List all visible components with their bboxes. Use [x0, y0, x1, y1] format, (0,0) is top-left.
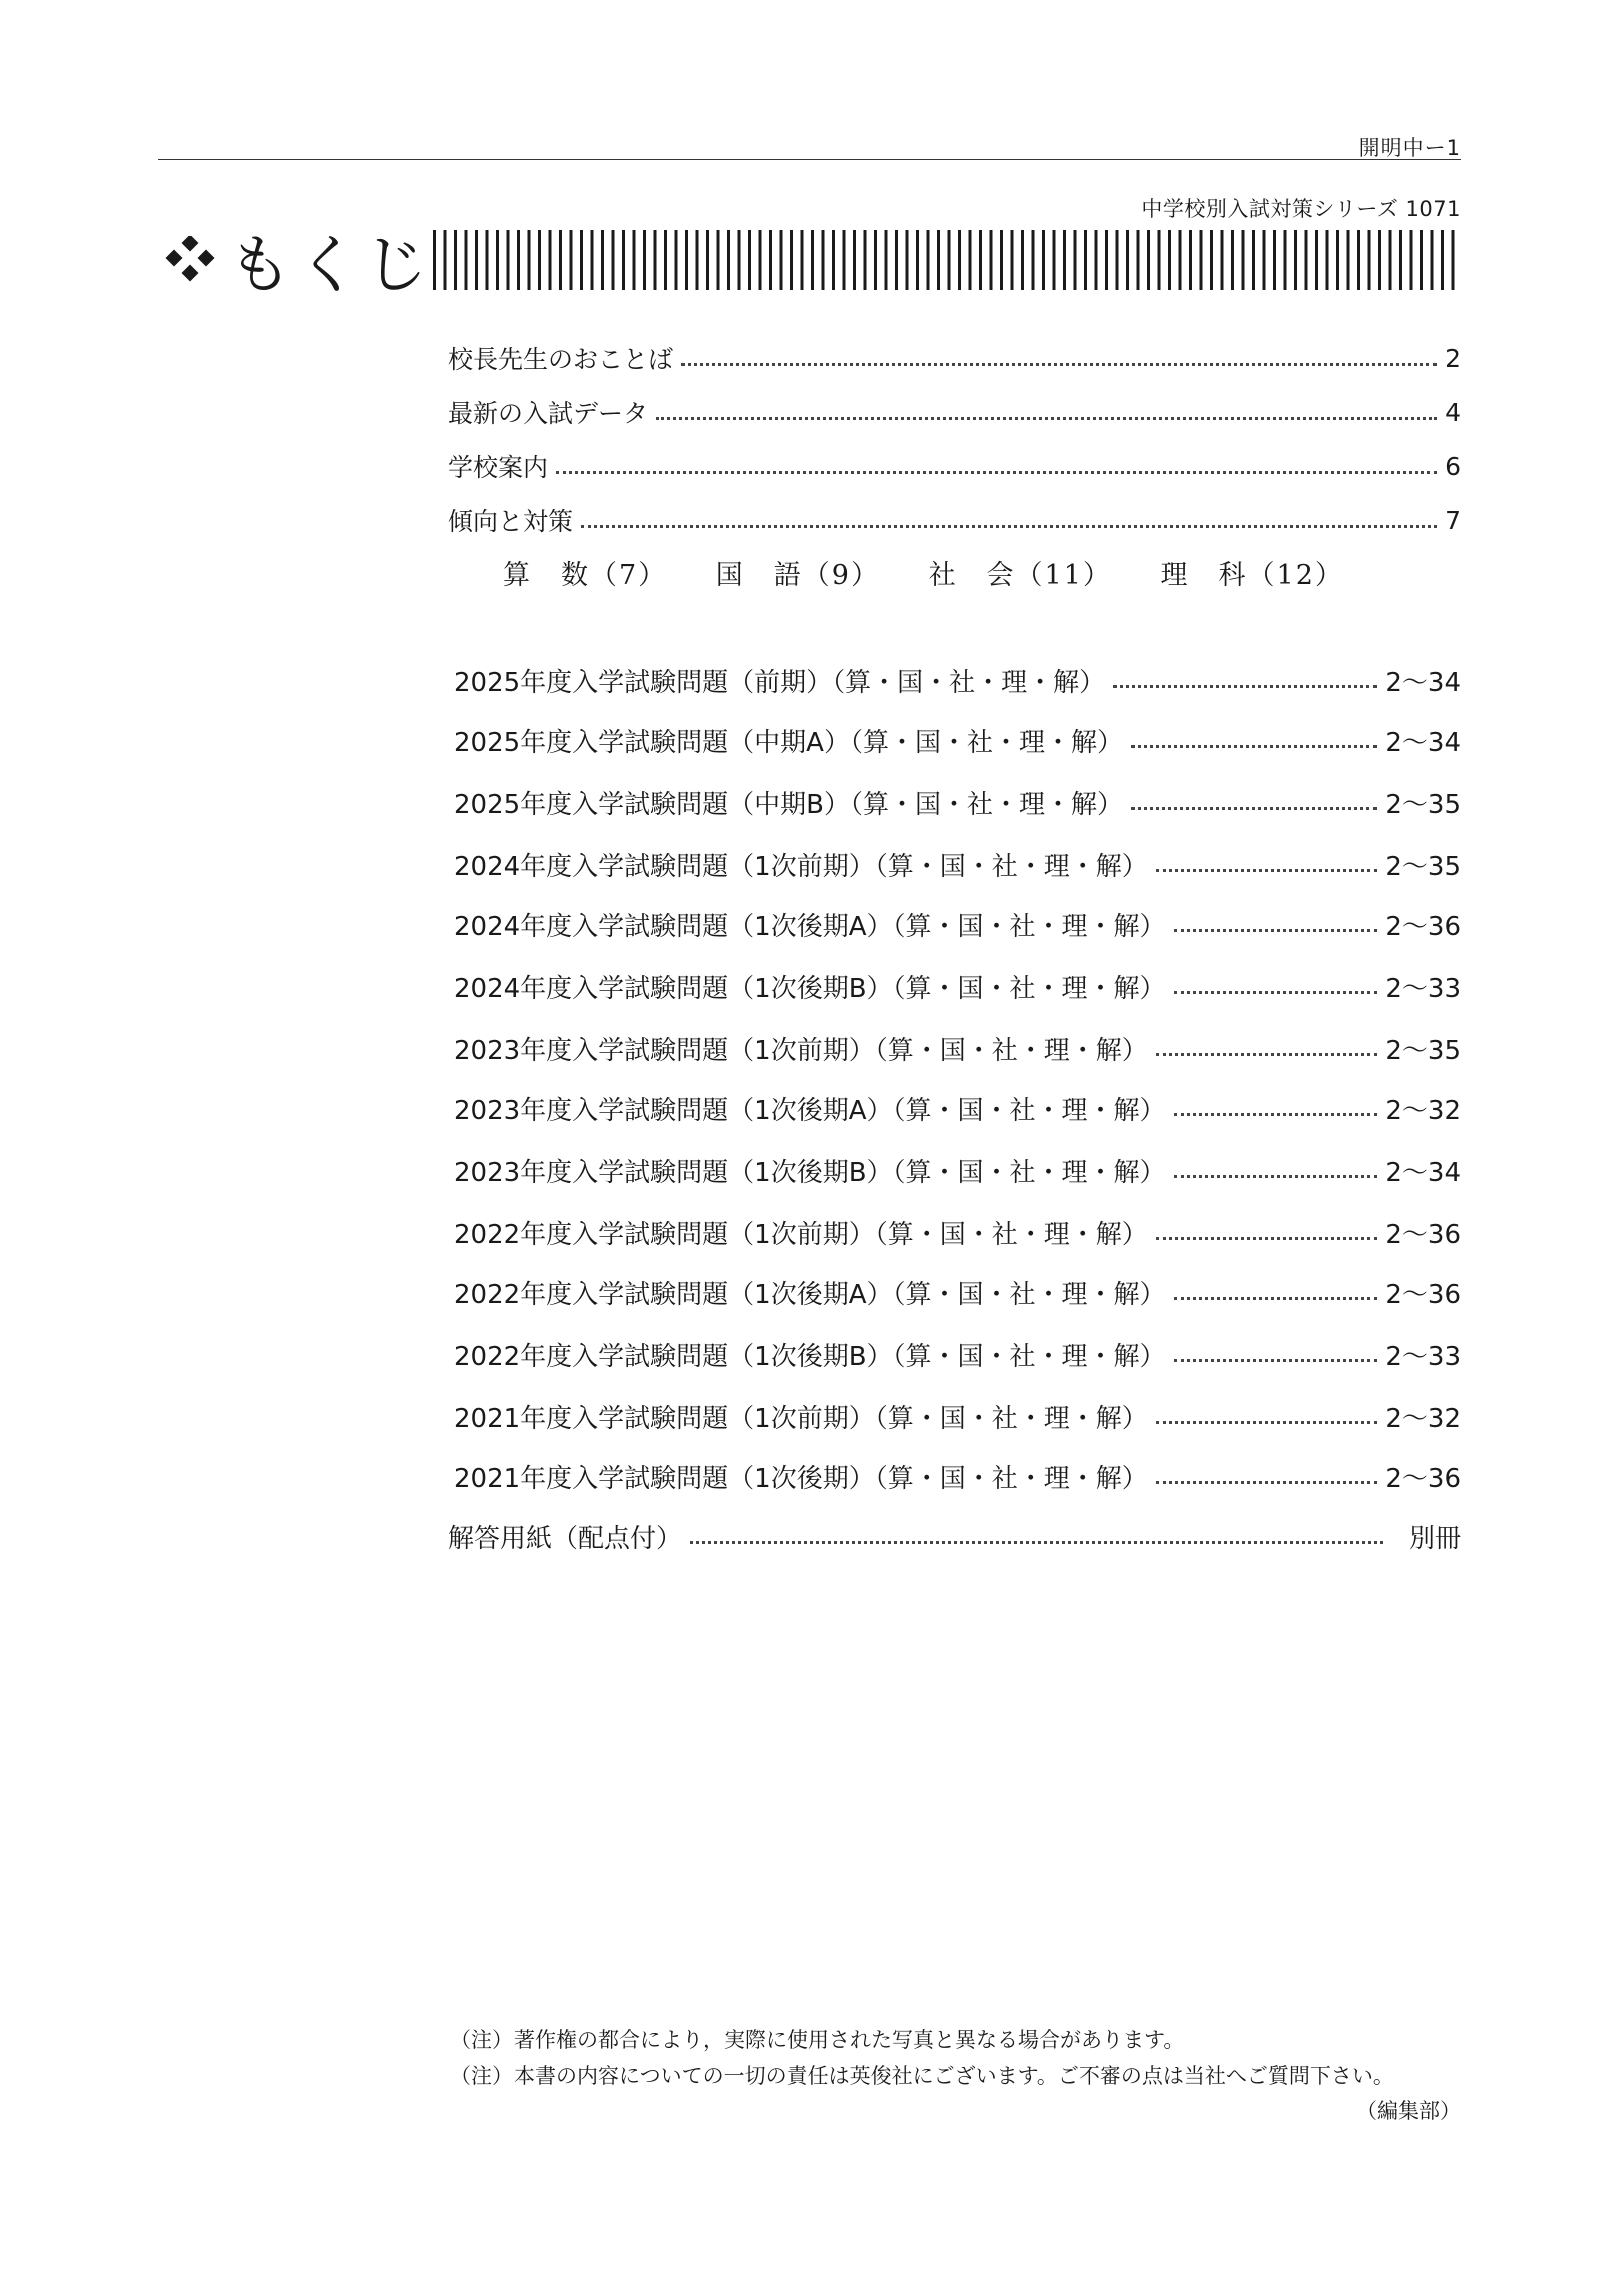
- exam-label: 2024年度入学試験問題（1次後期B）（算・国・社・理・解）: [454, 973, 1166, 1004]
- answer-sheet-page: 別冊: [1408, 1523, 1461, 1554]
- dot-leader: [1174, 1113, 1378, 1116]
- subject-social[interactable]: 社 会（11）: [928, 560, 1112, 591]
- dot-leader: [1156, 1481, 1378, 1484]
- subject-japanese[interactable]: 国 語（9）: [715, 560, 880, 591]
- toc-item-page: 7: [1445, 505, 1461, 535]
- toc-item-label: 最新の入試データ: [448, 399, 649, 428]
- exam-row[interactable]: [448, 1088, 1461, 1128]
- exam-label: 2021年度入学試験問題（1次前期）（算・国・社・理・解）: [454, 1403, 1148, 1434]
- dot-leader: [1174, 1175, 1378, 1178]
- answer-sheet-row[interactable]: [448, 1516, 1461, 1556]
- four-diamond-ornament-icon: [158, 236, 222, 282]
- exam-pages: 2〜33: [1385, 1341, 1461, 1372]
- page-id: 開明中ー1: [1358, 136, 1461, 160]
- exam-pages: 2〜34: [1385, 727, 1461, 758]
- exam-label: 2024年度入学試験問題（1次前期）（算・国・社・理・解）: [454, 851, 1148, 882]
- toc-item[interactable]: [448, 500, 1461, 540]
- exam-label: 2025年度入学試験問題（中期B）（算・国・社・理・解）: [454, 789, 1124, 820]
- exam-pages: 2〜34: [1385, 667, 1461, 698]
- title-row: [158, 210, 1461, 303]
- exam-row[interactable]: [448, 1396, 1461, 1436]
- exam-pages: 2〜34: [1385, 1157, 1461, 1188]
- exam-row[interactable]: [448, 782, 1461, 822]
- dot-leader: [681, 363, 1437, 366]
- header-rule: [158, 159, 1461, 160]
- toc-item-page: 4: [1445, 397, 1461, 427]
- dot-leader: [690, 1541, 1383, 1544]
- note-line: [450, 2021, 1461, 2057]
- dot-leader: [1174, 1297, 1378, 1300]
- note-line: [450, 2057, 1461, 2093]
- toc-item[interactable]: [448, 392, 1461, 432]
- dot-leader: [556, 471, 1437, 474]
- dot-leader: [1174, 991, 1378, 994]
- answer-sheet-label: 解答用紙（配点付）: [448, 1523, 683, 1554]
- notes: [450, 2021, 1461, 2129]
- toc-item-page: 6: [1445, 451, 1461, 481]
- page-title: もくじ: [228, 229, 432, 303]
- dot-leader: [1131, 745, 1377, 748]
- exam-row[interactable]: [448, 1212, 1461, 1252]
- toc-item-label: 傾向と対策: [448, 507, 574, 536]
- toc-item[interactable]: [448, 446, 1461, 486]
- exam-row[interactable]: [448, 1334, 1461, 1374]
- note-tag: （注）: [450, 2064, 513, 2088]
- exam-label: 2022年度入学試験問題（1次後期A）（算・国・社・理・解）: [454, 1279, 1166, 1310]
- subject-list: [503, 553, 1382, 592]
- exam-pages: 2〜35: [1385, 851, 1461, 882]
- exam-row[interactable]: [448, 1150, 1461, 1190]
- exam-label: 2025年度入学試験問題（中期A）（算・国・社・理・解）: [454, 727, 1123, 758]
- dot-leader: [1113, 685, 1377, 688]
- exam-pages: 2〜36: [1385, 1279, 1461, 1310]
- exam-pages: 2〜36: [1385, 1219, 1461, 1250]
- note-tag: （注）: [450, 2028, 513, 2052]
- dot-leader: [581, 525, 1437, 528]
- exam-row[interactable]: [448, 1456, 1461, 1496]
- exam-pages: 2〜36: [1385, 911, 1461, 942]
- exam-pages: 2〜36: [1385, 1463, 1461, 1494]
- exam-pages: 2〜32: [1385, 1095, 1461, 1126]
- exam-label: 2022年度入学試験問題（1次後期B）（算・国・社・理・解）: [454, 1341, 1166, 1372]
- exam-row[interactable]: [448, 1028, 1461, 1068]
- dot-leader: [1174, 1359, 1378, 1362]
- dot-leader: [1156, 1421, 1378, 1424]
- dot-leader: [656, 417, 1437, 420]
- exam-row[interactable]: [448, 1272, 1461, 1312]
- exam-label: 2023年度入学試験問題（1次後期A）（算・国・社・理・解）: [454, 1095, 1166, 1126]
- subject-math[interactable]: 算 数（7）: [503, 560, 668, 591]
- exam-row[interactable]: [448, 904, 1461, 944]
- exam-label: 2023年度入学試験問題（1次後期B）（算・国・社・理・解）: [454, 1157, 1166, 1188]
- exam-label: 2021年度入学試験問題（1次後期）（算・国・社・理・解）: [454, 1463, 1148, 1494]
- dot-leader: [1131, 807, 1377, 810]
- exam-pages: 2〜32: [1385, 1403, 1461, 1434]
- exam-label: 2025年度入学試験問題（前期）（算・国・社・理・解）: [454, 667, 1106, 698]
- toc-item-label: 学校案内: [448, 453, 549, 482]
- exam-row[interactable]: [448, 844, 1461, 884]
- dot-leader: [1156, 869, 1378, 872]
- toc-item-label: 校長先生のおことば: [448, 345, 674, 374]
- exam-label: 2022年度入学試験問題（1次前期）（算・国・社・理・解）: [454, 1219, 1148, 1250]
- exam-pages: 2〜35: [1385, 1035, 1461, 1066]
- exam-label: 2024年度入学試験問題（1次後期A）（算・国・社・理・解）: [454, 911, 1166, 942]
- exam-row[interactable]: [448, 966, 1461, 1006]
- toc-item[interactable]: [448, 338, 1461, 378]
- exam-row[interactable]: [448, 720, 1461, 760]
- exam-row[interactable]: [448, 660, 1461, 700]
- editor-credit: （編集部）: [1356, 2099, 1461, 2123]
- note-text: 著作権の都合により，実際に使用された写真と異なる場合があります。: [514, 2028, 1185, 2052]
- note-text: 本書の内容についての一切の責任は英俊社にございます。ご不審の点は当社へご質問下さい。: [514, 2064, 1394, 2088]
- exam-label: 2023年度入学試験問題（1次前期）（算・国・社・理・解）: [454, 1035, 1148, 1066]
- dot-leader: [1174, 929, 1378, 932]
- exam-pages: 2〜33: [1385, 973, 1461, 1004]
- exam-pages: 2〜35: [1385, 789, 1461, 820]
- toc-item-page: 2: [1445, 343, 1461, 373]
- dot-leader: [1156, 1053, 1378, 1056]
- series-label: 中学校別入試対策シリーズ 1071: [1141, 197, 1461, 221]
- subject-science[interactable]: 理 科（12）: [1160, 560, 1344, 591]
- dot-leader: [1156, 1237, 1378, 1240]
- title-decorative-bars: [433, 230, 1461, 290]
